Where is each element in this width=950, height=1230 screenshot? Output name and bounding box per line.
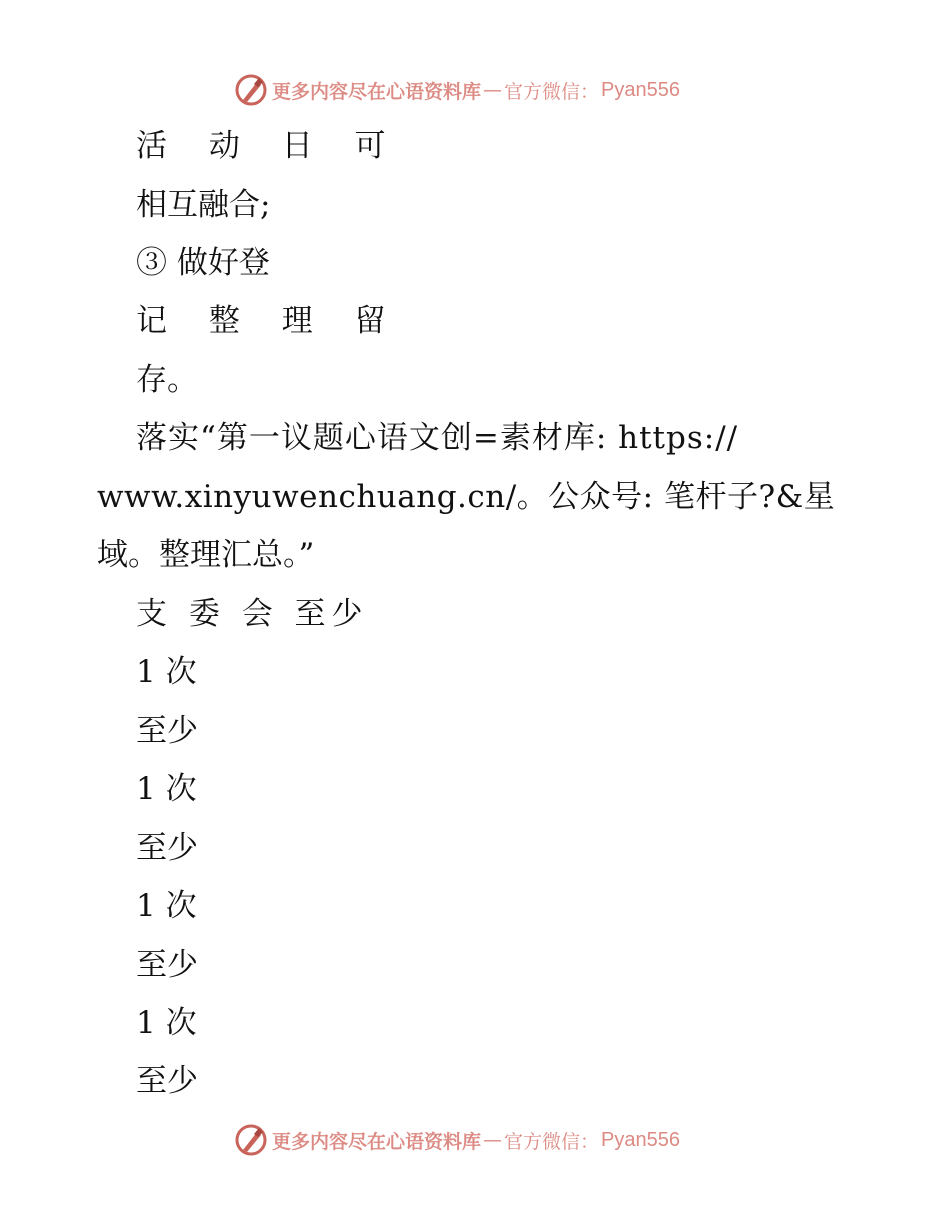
text-line: 至少 — [136, 1063, 198, 1099]
text-line: 落实“第一议题心语文创=素材库: https:// — [136, 420, 739, 456]
pen-logo-icon — [234, 1123, 268, 1157]
text-line: 至少 — [136, 830, 198, 866]
watermark-wechat-label: 官方微信： — [504, 80, 600, 103]
text-line: 1 次 — [136, 1005, 197, 1041]
text-line: 记 整 理 留 — [136, 303, 402, 339]
text-line: 1 次 — [136, 888, 197, 924]
text-line: ③ 做好登 — [136, 245, 270, 281]
text-line: www.xinyuwenchuang.cn/。公众号: 笔杆子?&星 — [97, 479, 836, 515]
watermark-wechat-id: Pyan556 — [601, 1128, 680, 1151]
text-line: 活 动 日 可 — [136, 128, 402, 164]
text-line: 存。 — [136, 362, 198, 398]
watermark-wechat-id: Pyan556 — [601, 78, 680, 101]
watermark-text: 更多内容尽在心语资料库 — [272, 1130, 482, 1153]
header-watermark — [234, 72, 680, 108]
text-line: 相互融合; — [136, 187, 271, 223]
text-line: 至少 — [136, 947, 198, 983]
text-line: 至少 — [136, 713, 198, 749]
watermark-dash: — — [483, 1129, 503, 1151]
watermark-text: 更多内容尽在心语资料库 — [272, 80, 482, 103]
pen-logo-icon — [234, 73, 268, 107]
text-line: 1 次 — [136, 771, 197, 807]
footer-watermark — [234, 1122, 680, 1158]
watermark-dash: — — [483, 79, 503, 101]
text-line: 域。整理汇总。” — [97, 537, 315, 573]
text-line: 支 委 会 至少 — [136, 596, 369, 632]
watermark-wechat-label: 官方微信： — [504, 1130, 600, 1153]
text-line: 1 次 — [136, 654, 197, 690]
